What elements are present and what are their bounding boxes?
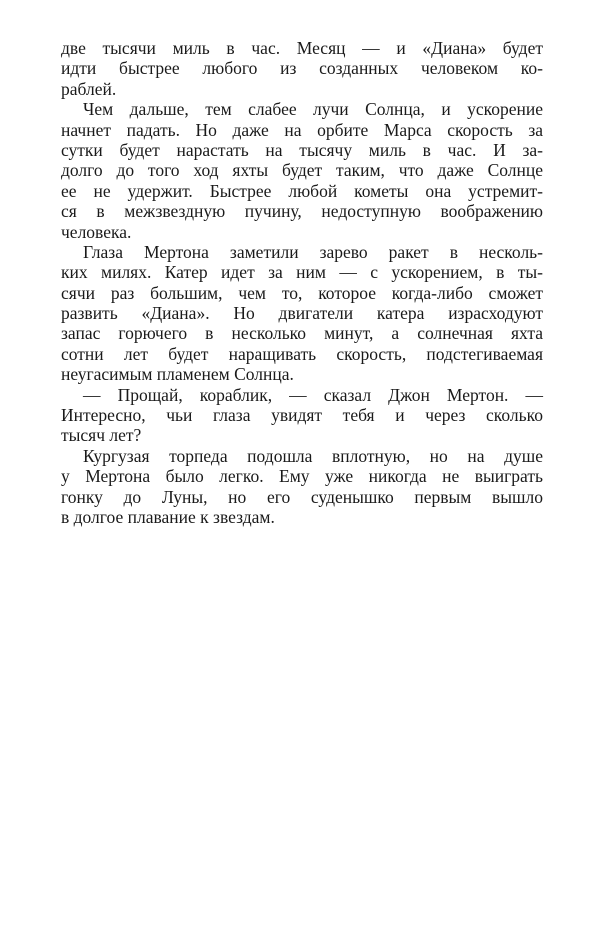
text-line: запас горючего в несколько минут, а солнечная яхта xyxy=(61,323,543,344)
text-line: — Прощай, кораблик, — сказал Джон Мертон. — xyxy=(83,384,543,405)
text-line: две тысячи миль в час. Месяц — и «Диана» будет xyxy=(61,38,543,58)
text-line: Глаза Мертона заметили зарево ракет в несколь- xyxy=(83,241,543,262)
text-line: человека. xyxy=(61,221,132,242)
text-line: сутки будет нарастать на тысячу миль в час. И за- xyxy=(61,139,543,160)
paragraph xyxy=(61,99,543,242)
text-line: Интересно, чьи глаза увидят тебя и через сколько xyxy=(61,405,543,426)
text-line: у Мертона было легко. Ему уже никогда не выиграть xyxy=(61,466,543,487)
text-line: долго до того ход яхты будет таким, что даже Солнце xyxy=(61,160,543,181)
text-line: неугасимым пламенем Солнца. xyxy=(61,364,294,385)
paragraph xyxy=(61,242,543,385)
text-line: начнет падать. Но даже на орбите Марса скорость за xyxy=(61,119,543,140)
text-line: ся в межзвездную пучину, недоступную воображению xyxy=(61,201,543,222)
text-line: Чем дальше, тем слабее лучи Солнца, и ускорение xyxy=(83,99,543,120)
text-line: сотни лет будет наращивать скорость, подстегиваемая xyxy=(61,343,543,364)
paragraph xyxy=(61,38,543,99)
text-line: раблей. xyxy=(61,78,117,99)
text-line: сячи раз большим, чем то, которое когда-либо сможет xyxy=(61,282,543,303)
text-line: ее не удержит. Быстрее любой кометы она устремит- xyxy=(61,180,543,201)
text-line: идти быстрее любого из созданных человеком ко- xyxy=(61,58,543,79)
text-line: тысяч лет? xyxy=(61,425,142,446)
text-line: развить «Диана». Но двигатели катера израсходуют xyxy=(61,303,543,324)
paragraph xyxy=(61,385,543,446)
paragraph xyxy=(61,446,543,528)
text-line: гонку до Луны, но его суденышко первым вышло xyxy=(61,486,543,507)
book-page-text xyxy=(61,38,543,527)
text-line: ких милях. Катер идет за ним — с ускорением, в ты- xyxy=(61,262,543,283)
text-line: Кургузая торпеда подошла вплотную, но на душе xyxy=(83,445,543,466)
text-line: в долгое плавание к звездам. xyxy=(61,506,275,527)
